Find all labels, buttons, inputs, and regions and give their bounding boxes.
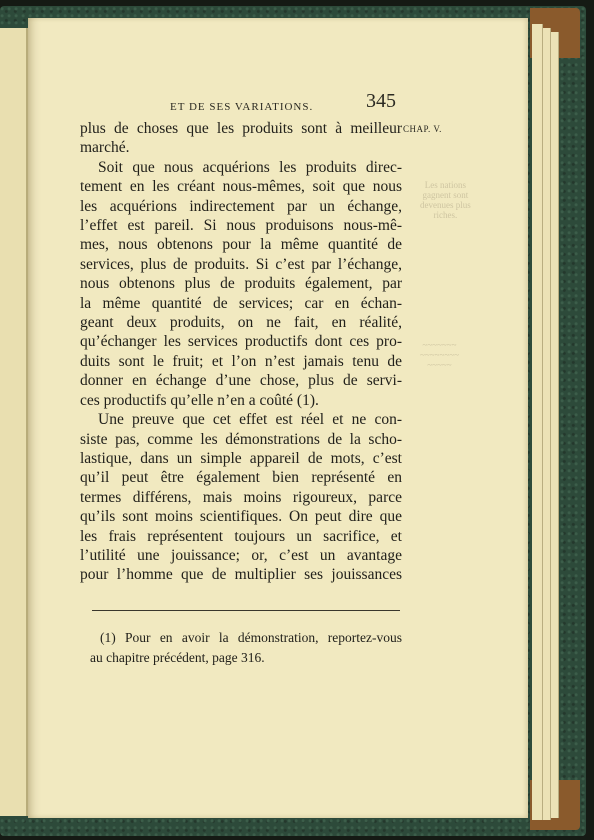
text-line: donner en échange d’une chose, plus de servi- [80, 372, 402, 390]
body-text [80, 119, 402, 585]
footnote [90, 628, 402, 668]
text-line: geant deux produits, on ne fait, en réalité, [80, 314, 402, 332]
text-line: la même quantité de services; car en échan- [80, 294, 402, 312]
text-line: qu’ils sont moins scientifiques. On peut dire que [80, 508, 402, 526]
text-line: ces productifs qu’elle n’en a coûté (1). [80, 391, 319, 409]
facing-page [0, 28, 28, 816]
page-edge [532, 24, 543, 820]
footnote-line: au chapitre précédent, page 316. [90, 650, 265, 665]
margin-chapter-label: CHAP. V. [403, 124, 442, 134]
text-line: Soit que nous acquérions les produits direc- [98, 158, 402, 176]
text-line: duits sont le fruit; et l’on n’est jamais tenu de [80, 352, 402, 370]
footnote-line: (1) Pour en avoir la démonstration, reportez-vous [100, 630, 402, 645]
text-line: mes, nous obtenons pour la même quantité de [80, 236, 402, 254]
text-line: tement en les créant nous-mêmes, soit que nous [80, 178, 402, 196]
text-line: pour l’homme que de multiplier ses jouissances [80, 566, 402, 584]
text-line: marché. [80, 139, 130, 157]
running-head: ET DE SES VARIATIONS. [170, 101, 314, 113]
text-line: les frais représentent toujours un sacrifice, et [80, 527, 402, 545]
page-number: 345 [366, 90, 396, 112]
bleed-through-text: ~~~~~~~ ~~~~~~~~ ~~~~~ [420, 340, 459, 370]
text-line: plus de choses que les produits sont à meilleur [80, 120, 402, 137]
text-line: services, plus de produits. Si c’est par l’échange, [80, 255, 402, 273]
text-line: qu’échanger les services productifs dont ces pro- [80, 333, 402, 351]
bleed-through-text: Les nations gagnent sont devenues plus riches. [420, 180, 471, 220]
text-line: lastique, dans un simple appareil de mots, c’est [80, 449, 402, 467]
text-line: nous obtenons plus de produits également, par [80, 275, 402, 293]
text-line: qu’il peut être également bien représenté en [80, 469, 402, 487]
text-line: termes différens, mais moins rigoureux, parce [80, 488, 402, 506]
footnote-rule [92, 610, 400, 611]
text-line: siste pas, comme les démonstrations de la scho- [80, 430, 402, 448]
text-line: les acquérions indirectement par un échange, [80, 197, 402, 215]
text-line: l’effet est pareil. Si nous produisons nous-mê- [80, 217, 402, 235]
text-line: l’utilité une jouissance; or, c’est un avantage [80, 546, 402, 564]
text-line: Une preuve que cet effet est réel et ne con- [98, 411, 402, 429]
